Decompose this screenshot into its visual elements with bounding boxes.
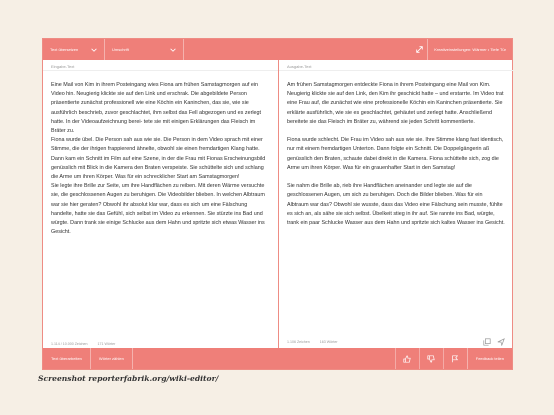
chevron-down-icon xyxy=(170,47,176,53)
target-mode-label: Umschrift xyxy=(112,47,129,52)
thumbs-down-icon xyxy=(427,355,435,363)
output-pane xyxy=(279,60,513,350)
send-icon[interactable] xyxy=(497,338,505,346)
output-pane-header: Ausgabe-Text xyxy=(279,60,513,71)
creative-settings-label: Kreativeinstellungen: Wärmer • Tiefe Tür xyxy=(434,47,506,52)
input-word-count: 171 Wörter xyxy=(97,342,116,346)
flag-icon xyxy=(451,355,459,363)
creative-settings[interactable] xyxy=(427,39,512,60)
target-mode-dropdown[interactable] xyxy=(105,39,184,60)
chevron-down-icon xyxy=(91,47,97,53)
input-pane xyxy=(43,60,279,350)
output-char-count: 1.106 Zeichen xyxy=(287,340,310,344)
thumbs-up-button[interactable] xyxy=(395,348,419,369)
input-char-count: 1.114 / 10.000 Zeichen xyxy=(51,342,88,346)
editor-frame xyxy=(42,38,513,370)
output-pane-footer xyxy=(287,338,505,346)
thumbs-up-icon xyxy=(403,355,411,363)
input-pane-header: Eingabe-Text xyxy=(43,60,278,71)
copy-icon[interactable] xyxy=(483,338,491,346)
feedback-button[interactable]: Feedback teilen xyxy=(467,348,512,369)
source-mode-label: Text übersetzen xyxy=(50,47,79,52)
expand-icon xyxy=(416,46,423,53)
output-word-count: 163 Wörter xyxy=(319,340,338,344)
flag-button[interactable] xyxy=(443,348,467,369)
bottom-toolbar xyxy=(43,348,512,369)
source-mode-dropdown[interactable] xyxy=(43,39,105,60)
expand-button[interactable] xyxy=(411,39,427,60)
top-toolbar xyxy=(43,39,512,60)
input-text-area[interactable]: Eine Mail von Kim in ihrem Posteingang wies Fiona am frühen Samstagmorgen auf ein Video hin. Neugierig klickte sie auf den Link und erschrak. Die abgebildete Person präsentierte zunächst professionell wie eine Köchin ein Kaninchen, das sie, wie sie ausführlich beschrieb, zuvor geschlachtet, ihm selbst das Fell abgezogen und es zerlegt hatte. In der Videoaufzeichnung berei- tete sie mit einigen Erklärungen das Fleisch im Bräter zu. Fiona wurde übel. Die Person sah aus wie sie. Die Person in dem Video sprach mit einer Stimme, die der ihrigen frappierend ähnelte, obwohl sie einen fremdartigen Klang hatte. Dann kam ein Schnitt im Film auf eine Szene, in der die Frau mit Fionas Erscheinungsbild genüsslich mit Blick in die Kamera den Braten verspeiste. Sie schüttelte sich und schlang die Arme um ihren Körper. Was für ein schrecklicher Start am Samstagmorgen! Sie legte ihre Brille zur Seite, um ihre Handflächen zu reiben. Mit deren Wärme versuchte sie, die geschlossenen Augen zu beruhigen. Die Videobilder blieben. In welchen Albtraum war sie hier geraten? Obwohl ihr absolut klar war, dass es sich um eine Fälschung handelte, hatte sie das Gefühl, sich selbst im Video zu erkennen. Sie stürzte ins Bad und würgte. Dann trank sie einige Schlucke aus dem Hahn und spritzte sich etwas Wasser ins Gesicht. xyxy=(51,82,266,236)
output-text-area: Am frühen Samstagmorgen entdeckte Fiona in ihrem Posteingang eine Mail von Kim. Neugierig klickte sie auf den Link, den Kim ihr geschickt hatte – und erstarrte. Im Video trat eine Frau auf, die zunächst wie eine professionelle Köchin ein Kaninchen präsentierte. Sie erklärte ausführlich, wie sie es geschlachtet, gehäutet und zerlegt hatte. Anschließend bereitete sie das Fleisch im Bräter zu, während sie jeden Schritt kommentierte. Fiona wurde schlecht. Die Frau im Video sah aus wie sie. Ihre Stimme klang fast identisch, nur mit einem fremdartigen Unterton. Dann folgte ein Schnitt. Die Doppelgängerin aß genüsslich den Braten, schaute dabei direkt in die Kamera. Fiona schüttelte sich, zog die Arme um ihren Körper. Was für ein grauenhafter Start in den Samstag! Sie nahm die Brille ab, rieb ihre Handflächen aneinander und legte sie auf die geschlossenen Augen, um sich zu beruhigen. Doch die Bilder blieben. Was für ein Albtraum war das? Obwohl sie wusste, dass das Video eine Fälschung sein musste, fühlte es sich an, als sähe sie sich selbst. Übelkeit stieg in ihr auf. Sie rannte ins Bad, würgte, trank ein paar Schlucke Wasser aus dem Hahn und spritzte sich kaltes Wasser ins Gesicht. xyxy=(287,82,505,227)
input-pane-footer xyxy=(51,342,270,346)
thumbs-down-button[interactable] xyxy=(419,348,443,369)
count-words-button[interactable]: Wörter zählen xyxy=(91,348,133,369)
rewrite-text-button[interactable]: Text überarbeiten xyxy=(43,348,91,369)
screenshot-caption: Screenshot reporterfabrik.org/wiki-editor/ xyxy=(38,374,219,383)
